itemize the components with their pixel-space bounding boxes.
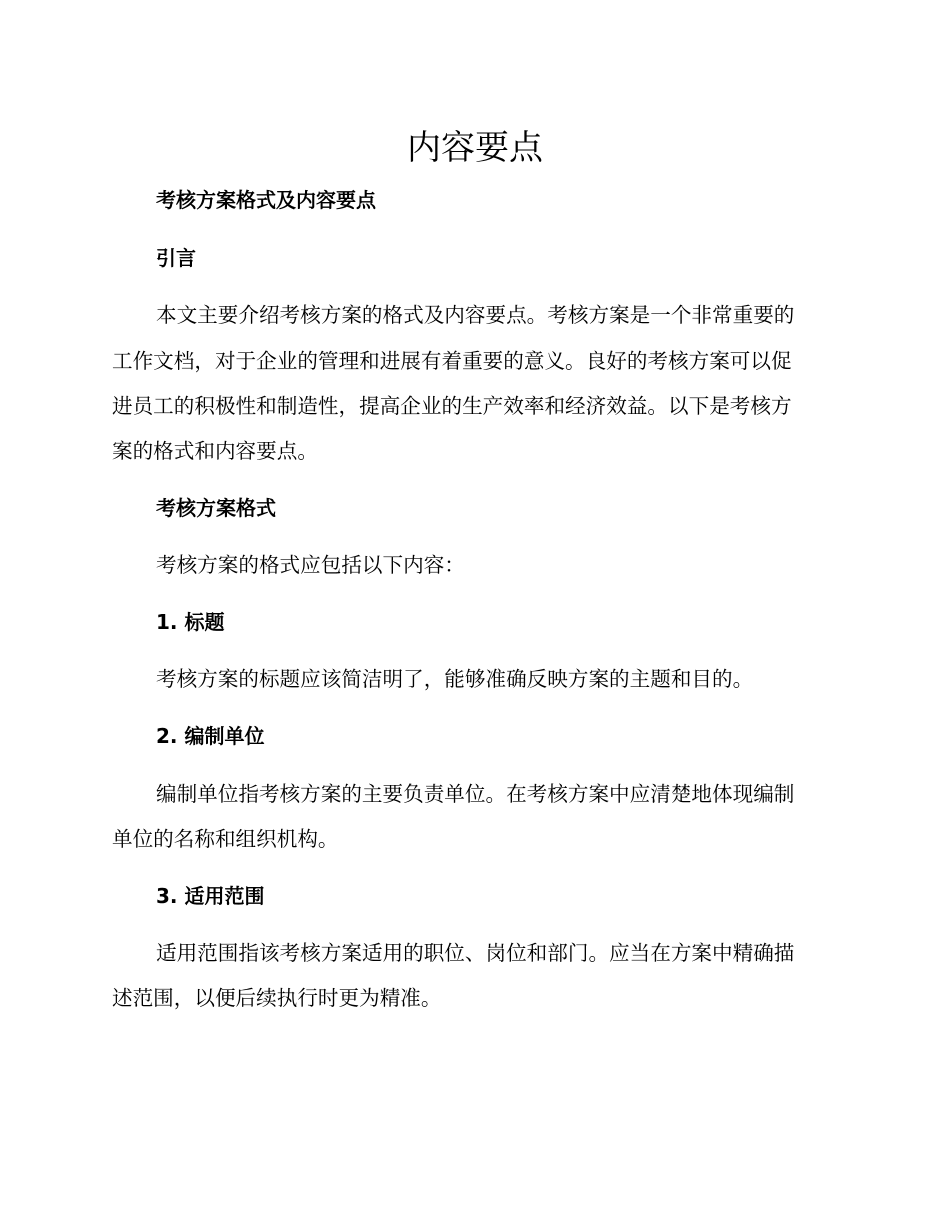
item1-heading: 1. 标题 bbox=[156, 610, 225, 634]
intro-line-3: 进员工的积极性和制造性，提高企业的生产效率和经济效益。以下是考核方 bbox=[112, 394, 792, 418]
intro-line-1: 本文主要介绍考核方案的格式及内容要点。考核方案是一个非常重要的 bbox=[156, 303, 795, 327]
format-intro: 考核方案的格式应包括以下内容： bbox=[156, 553, 465, 577]
document-title: 内容要点 bbox=[407, 128, 543, 168]
intro-line-4: 案的格式和内容要点。 bbox=[112, 439, 318, 463]
item2-line-1: 编制单位指考核方案的主要负责单位。在考核方案中应清楚地体现编制 bbox=[156, 782, 795, 806]
item3-line-2: 述范围，以便后续执行时更为精准。 bbox=[112, 986, 442, 1010]
item3-line-1: 适用范围指该考核方案适用的职位、岗位和部门。应当在方案中精确描 bbox=[156, 941, 795, 965]
intro-line-2: 工作文档，对于企业的管理和进展有着重要的意义。良好的考核方案可以促 bbox=[112, 349, 792, 373]
item3-heading: 3. 适用范围 bbox=[156, 884, 265, 908]
item2-heading: 2. 编制单位 bbox=[156, 724, 265, 748]
item1-line-1: 考核方案的标题应该简洁明了，能够准确反映方案的主题和目的。 bbox=[156, 667, 754, 691]
intro-heading: 引言 bbox=[156, 246, 196, 270]
document-subtitle: 考核方案格式及内容要点 bbox=[156, 188, 376, 212]
format-heading: 考核方案格式 bbox=[156, 496, 276, 520]
item2-line-2: 单位的名称和组织机构。 bbox=[112, 827, 339, 851]
